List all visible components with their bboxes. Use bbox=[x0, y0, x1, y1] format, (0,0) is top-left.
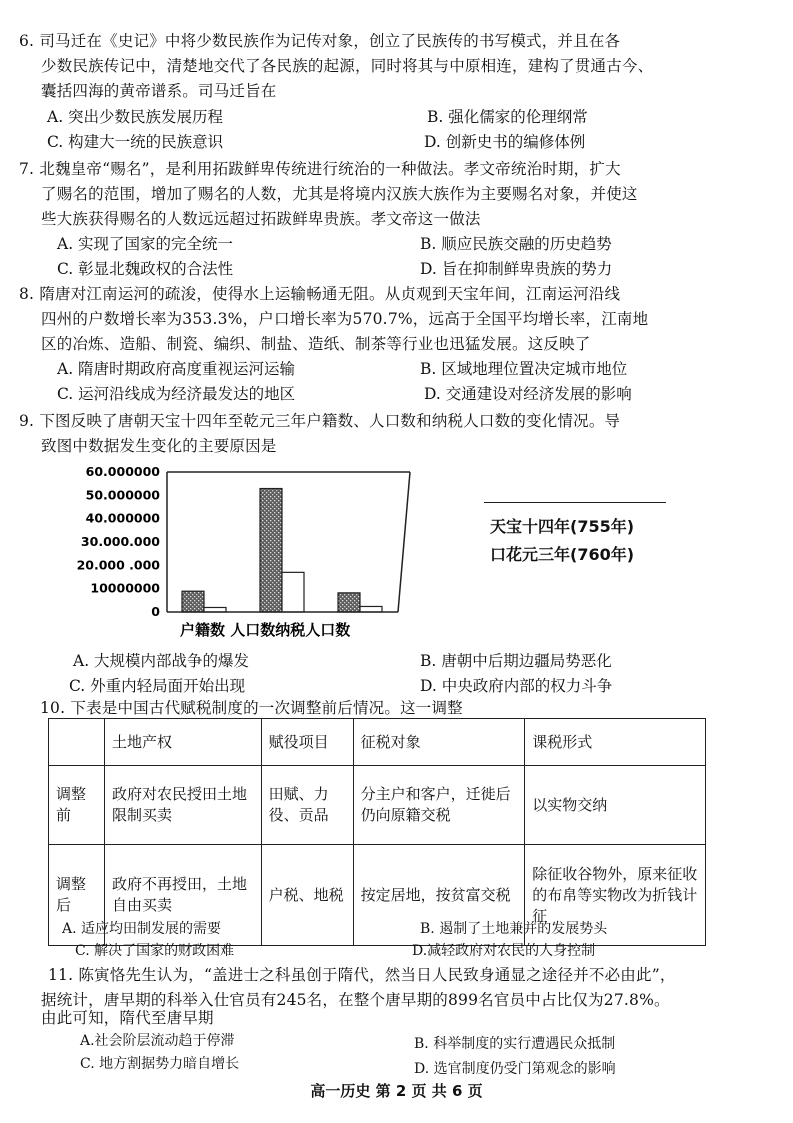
q9-option-a: A. 大规模内部战争的爆发 bbox=[73, 652, 250, 670]
q6-stem-line-1: 6. 司马迁在《史记》中将少数民族作为记传对象，创立了民族传的书写模式，并且在各 bbox=[19, 32, 621, 50]
table-header-cell: 赋役项目 bbox=[261, 719, 353, 766]
population-bar-chart bbox=[70, 460, 430, 645]
q10-option-b: B. 遏制了土地兼并的发展势头 bbox=[420, 921, 608, 937]
bar-755-2 bbox=[260, 489, 282, 612]
y-tick-label: 50.000000 bbox=[85, 487, 160, 503]
q8-option-d: D. 交通建设对经济发展的影响 bbox=[424, 385, 632, 403]
table-header-cell: 课税形式 bbox=[525, 719, 706, 766]
q11-stem-line-2: 据统计，唐早期的科举入仕官员有245名，在整个唐早期的899名官员中占比仅为27.8%。 bbox=[41, 991, 670, 1009]
q10-stem: 10. 下表是中国古代赋税制度的一次调整前后情况。这一调整 bbox=[40, 699, 463, 717]
q10-option-c: C. 解决了国家的财政困难 bbox=[75, 943, 235, 959]
q10-option-a: A. 适应均田制发展的需要 bbox=[62, 921, 222, 937]
table-header-row bbox=[49, 719, 706, 766]
q9-option-d: D. 中央政府内部的权力斗争 bbox=[420, 677, 613, 695]
table-row bbox=[49, 766, 706, 845]
q6-option-c: C. 构建大一统的民族意识 bbox=[47, 133, 224, 151]
q9-stem-line-1: 9. 下图反映了唐朝天宝十四年至乾元三年户籍数、人口数和纳税人口数的变化情况。导 bbox=[19, 412, 621, 430]
y-tick-label: 60.000000 bbox=[85, 464, 160, 479]
legend-rule bbox=[484, 502, 666, 503]
table-header-cell: 征税对象 bbox=[353, 719, 525, 766]
tax-reform-table bbox=[48, 718, 706, 946]
q11-stem-line-3: 由此可知，隋代至唐早期 bbox=[41, 1009, 214, 1027]
q6-option-d: D. 创新史书的编修体例 bbox=[424, 133, 586, 151]
y-tick-label: 0 bbox=[151, 604, 160, 619]
q7-stem-line-1: 7. 北魏皇帝“赐名”，是利用拓跋鲜卑传统进行统治的一种做法。孝文帝统治时期，扩大 bbox=[19, 160, 621, 178]
q8-option-c: C. 运河沿线成为经济最发达的地区 bbox=[57, 385, 296, 403]
q8-stem-line-2: 四州的户数增长率为353.3%，户口增长率为570.7%，远高于全国平均增长率，江南地 bbox=[41, 310, 649, 328]
q11-option-b: B. 科举制度的实行遭遇民众抵制 bbox=[414, 1036, 616, 1052]
q7-stem-line-2: 了赐名的范围，增加了赐名的人数，尤其是将境内汉族大族作为主要赐名对象，并使这 bbox=[41, 185, 638, 203]
bar-760-3 bbox=[360, 606, 382, 612]
q9-stem-line-2: 致图中数据发生变化的主要原因是 bbox=[41, 437, 277, 455]
q6-option-b: B. 强化儒家的伦理纲常 bbox=[427, 108, 588, 126]
q8-stem-line-1: 8. 隋唐对江南运河的疏浚，使得水上运输畅通无阻。从贞观到天宝年间，江南运河沿线 bbox=[19, 285, 621, 303]
table-cell: 政府不再授田，土地自由买卖 bbox=[104, 845, 261, 946]
q9-option-b: B. 唐朝中后期边疆局势恶化 bbox=[420, 652, 612, 670]
page-footer: 高一历史 第 2 页 共 6 页 bbox=[310, 1082, 483, 1100]
q7-option-a: A. 实现了国家的完全统一 bbox=[57, 235, 234, 253]
q8-option-a: A. 隋唐时期政府高度重视运河运输 bbox=[57, 360, 296, 378]
q11-option-c: C. 地方割据势力暗自增长 bbox=[80, 1056, 240, 1072]
table-cell: 政府对农民授田土地限制买卖 bbox=[104, 766, 261, 845]
q11-option-d: D. 选官制度仍受门第观念的影响 bbox=[414, 1061, 616, 1077]
table-header-cell bbox=[49, 719, 105, 766]
table-cell: 以实物交纳 bbox=[525, 766, 706, 845]
q7-option-d: D. 旨在抑制鲜卑贵族的势力 bbox=[420, 260, 613, 278]
q6-option-a: A. 突出少数民族发展历程 bbox=[47, 108, 224, 126]
y-tick-label: 30.000.000 bbox=[80, 534, 160, 549]
table-header-cell: 土地产权 bbox=[104, 719, 261, 766]
q9-option-c: C. 外重内轻局面开始出现 bbox=[69, 677, 246, 695]
q10-option-d: D.减轻政府对农民的人身控制 bbox=[412, 943, 596, 959]
chart-category-label: 户籍数 人口数纳税人口数 bbox=[180, 621, 351, 639]
table-cell: 调整后 bbox=[49, 845, 105, 946]
q8-stem-line-3: 区的冶炼、造船、制瓷、编织、制盐、造纸、制茶等行业也迅猛发展。这反映了 bbox=[41, 335, 591, 353]
y-tick-label: 40.000000 bbox=[85, 510, 160, 526]
table-cell: 调整前 bbox=[49, 766, 105, 845]
q7-option-c: C. 彰显北魏政权的合法性 bbox=[57, 260, 234, 278]
q11-option-a: A.社会阶层流动趋于停滞 bbox=[80, 1033, 235, 1049]
y-tick-label: 10000000 bbox=[90, 580, 160, 596]
y-tick-label: 20.000 .000 bbox=[76, 557, 160, 573]
legend-series-1: 天宝十四年(755年) bbox=[490, 517, 635, 536]
table-cell: 分主户和客户，迁徙后仍向原籍交税 bbox=[353, 766, 525, 845]
table-cell: 户税、地税 bbox=[261, 845, 353, 946]
table-cell: 除征收谷物外，原来征收的布帛等实物改为折钱计征 bbox=[525, 845, 706, 946]
q6-stem-line-3: 囊括四海的黄帝谱系。司马迁旨在 bbox=[41, 82, 277, 100]
q7-stem-line-3: 些大族获得赐名的人数远远超过拓跋鲜卑贵族。孝文帝这一做法 bbox=[41, 210, 481, 228]
q11-stem-line-1: 11. 陈寅恪先生认为，“盖进士之科虽创于隋代，然当日人民致身通显之途径并不必由此”， bbox=[48, 966, 676, 984]
legend-series-2: 口花元三年(760年) bbox=[490, 545, 635, 564]
q6-stem-line-2: 少数民族传记中，清楚地交代了各民族的起源，同时将其与中原相连，建构了贯通古今、 bbox=[41, 57, 654, 75]
bar-755-1 bbox=[182, 591, 204, 612]
table-cell: 按定居地，按贫富交税 bbox=[353, 845, 525, 946]
bar-755-3 bbox=[338, 593, 360, 612]
bar-760-2 bbox=[282, 572, 304, 612]
q8-option-b: B. 区域地理位置决定城市地位 bbox=[420, 360, 628, 378]
table-cell: 田赋、力役、贡品 bbox=[261, 766, 353, 845]
q7-option-b: B. 顺应民族交融的历史趋势 bbox=[420, 235, 612, 253]
